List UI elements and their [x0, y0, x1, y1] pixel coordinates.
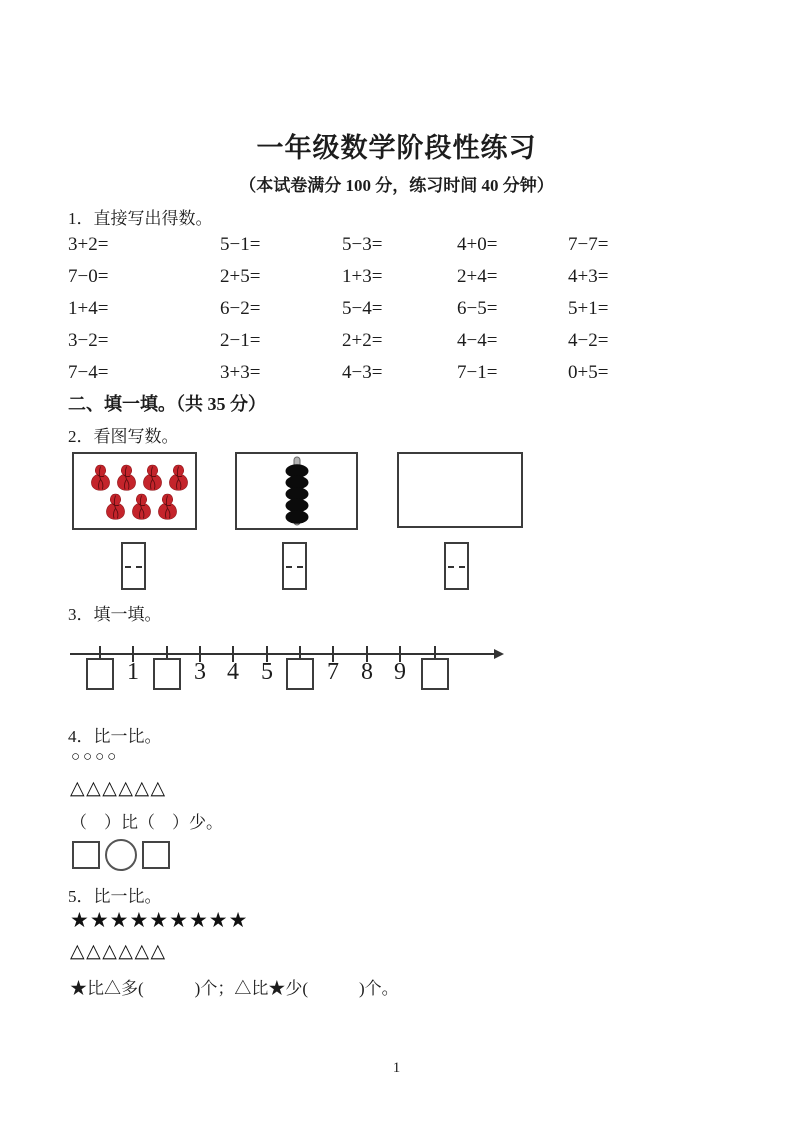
equation: 3+2=: [68, 234, 109, 255]
exam-subtitle: （本试卷满分 100 分，练习时间 40 分钟）: [239, 176, 554, 195]
equation: 7−4=: [68, 362, 109, 383]
equation: 4+3=: [568, 266, 609, 287]
q1-label: 1．直接写出得数。: [68, 209, 213, 228]
equation: 7−1=: [457, 362, 498, 383]
compare-fill-text: ★比△多( )个；△比★少( )个。: [70, 979, 399, 998]
numberline-answer-box[interactable]: [86, 658, 114, 690]
numberline-answer-box[interactable]: [153, 658, 181, 690]
numberline-number: 4: [227, 659, 239, 685]
compare-answer-shapes: [72, 839, 170, 871]
equation: 5+1=: [568, 298, 609, 319]
numberline-number: 7: [327, 659, 339, 685]
answer-box[interactable]: [121, 542, 146, 590]
answer-square[interactable]: [72, 841, 100, 869]
numberline-number: 5: [261, 659, 273, 685]
tulip-icon: [90, 464, 111, 491]
circles-row: ○○○○: [71, 749, 120, 765]
equation: 6−2=: [220, 298, 261, 319]
equation: 4−3=: [342, 362, 383, 383]
triangles-row: △△△△△△: [70, 778, 167, 799]
q4-label: 4．比一比。: [68, 727, 162, 746]
q3-label: 3．填一填。: [68, 605, 162, 624]
answer-box[interactable]: [282, 542, 307, 590]
stars-row: ★★★★★★★★★: [70, 908, 249, 932]
equation: 5−4=: [342, 298, 383, 319]
picture-box-empty: [397, 452, 523, 528]
tulip-icon: [142, 464, 163, 491]
q2-label: 2．看图写数。: [68, 427, 179, 446]
answer-box[interactable]: [444, 542, 469, 590]
numberline-number: 3: [194, 659, 206, 685]
equation: 7−7=: [568, 234, 609, 255]
tulip-row-top: [90, 464, 195, 491]
equation: 0+5=: [568, 362, 609, 383]
equation: 1+4=: [68, 298, 109, 319]
equation: 2+5=: [220, 266, 261, 287]
equation: 4+0=: [457, 234, 498, 255]
triangles-row: △△△△△△: [70, 941, 167, 962]
equation: 5−1=: [220, 234, 261, 255]
equation: 3+3=: [220, 362, 261, 383]
bead-rod-icon: [283, 456, 311, 526]
equation: 2−1=: [220, 330, 261, 351]
numberline-number: 1: [127, 659, 139, 685]
equation: 4−4=: [457, 330, 498, 351]
answer-circle[interactable]: [105, 839, 137, 871]
equation: 6−5=: [457, 298, 498, 319]
equation: 5−3=: [342, 234, 383, 255]
tulip-row-bottom: [105, 493, 195, 520]
tulip-icon: [168, 464, 189, 491]
dashed-line: [125, 566, 142, 568]
section2-header: 二、填一填。（共 35 分）: [68, 394, 266, 414]
tulip-icon: [157, 493, 178, 520]
answer-square[interactable]: [142, 841, 170, 869]
page-title: 一年级数学阶段性练习: [256, 133, 537, 163]
arrow-right-icon: [494, 649, 504, 659]
equation: 3−2=: [68, 330, 109, 351]
equation-grid: [68, 229, 728, 389]
numberline-answer-box[interactable]: [286, 658, 314, 690]
equation: 1+3=: [342, 266, 383, 287]
dashed-line: [286, 566, 303, 568]
page-number: 1: [392, 1060, 401, 1076]
tulip-icon: [105, 493, 126, 520]
q5-label: 5．比一比。: [68, 887, 162, 906]
compare-fill-text: （ ）比（ ）少。: [70, 813, 223, 832]
dashed-line: [448, 566, 465, 568]
numberline-number: 9: [394, 659, 406, 685]
equation: 7−0=: [68, 266, 109, 287]
equation: 2+2=: [342, 330, 383, 351]
tulip-icon: [116, 464, 137, 491]
equation: 4−2=: [568, 330, 609, 351]
equation: 2+4=: [457, 266, 498, 287]
numberline-number: 8: [361, 659, 373, 685]
picture-box-beads: [235, 452, 358, 530]
picture-box-tulips: [72, 452, 197, 530]
number-line: [70, 646, 515, 706]
tulip-icon: [131, 493, 152, 520]
numberline-answer-box[interactable]: [421, 658, 449, 690]
